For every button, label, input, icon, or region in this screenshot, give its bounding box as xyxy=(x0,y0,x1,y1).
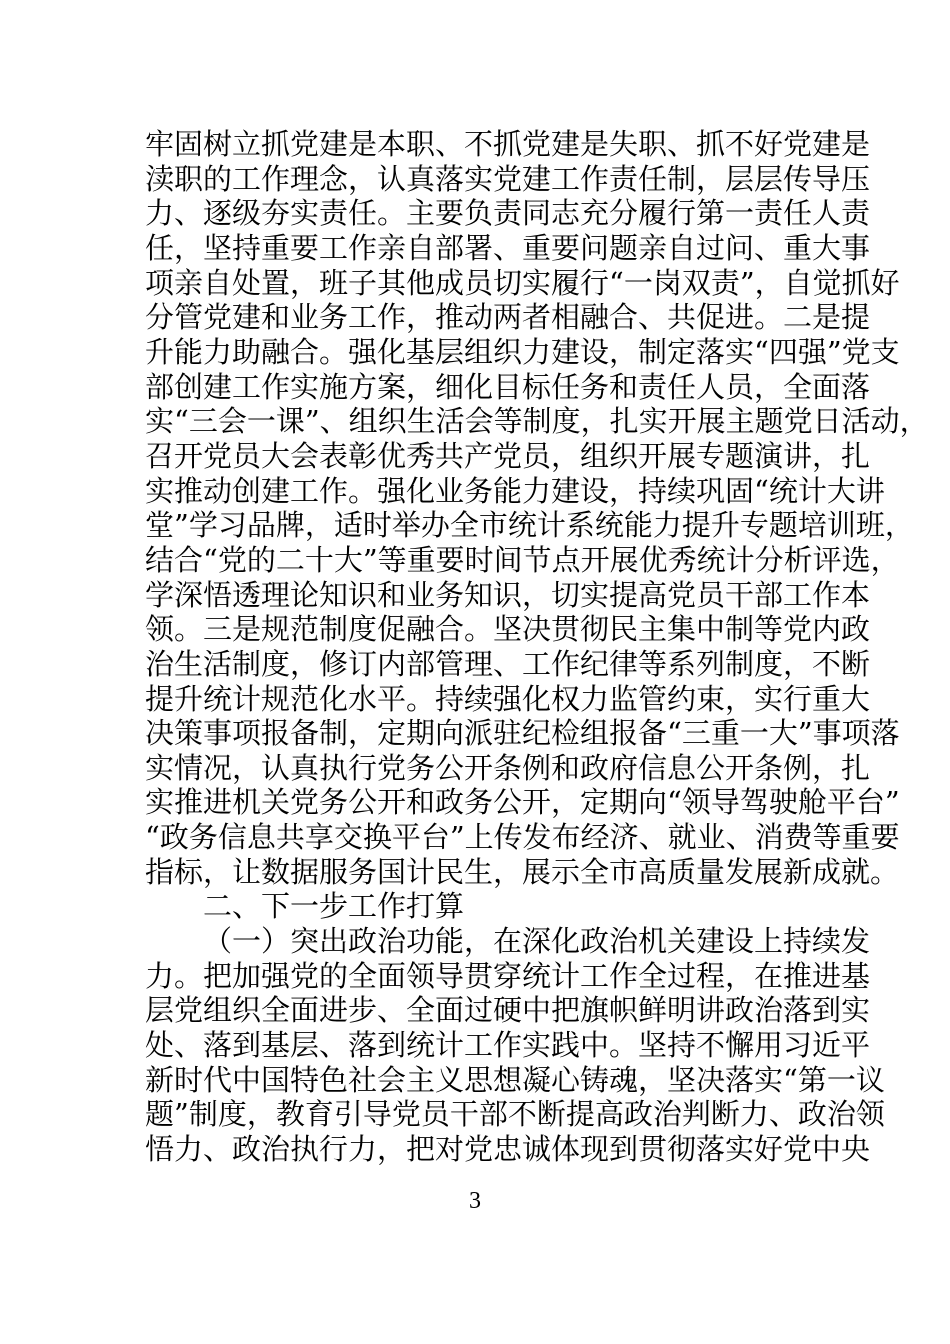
paragraph-line: 实情况，认真执行党务公开条例和政府信息公开条例，扎 xyxy=(145,750,871,785)
paragraph-line: “政务信息共享交换平台”上传发布经济、就业、消费等重要 xyxy=(145,820,900,855)
subsection-line: 力。把加强党的全面领导贯穿统计工作全过程，在推进基 xyxy=(145,958,871,993)
subsection-line: （一）突出政治功能，在深化政治机关建设上持续发 xyxy=(203,924,871,959)
paragraph-line: 任，坚持重要工作亲自部署、重要问题亲自过问、重大事 xyxy=(145,230,871,265)
subsection-line: 题”制度，教育引导党员干部不断提高政治判断力、政治领 xyxy=(145,1097,885,1132)
paragraph-line: 牢固树立抓党建是本职、不抓党建是失职、抓不好党建是 xyxy=(145,127,871,161)
paragraph-line: 召开党员大会表彰优秀共产党员，组织开展专题演讲，扎 xyxy=(145,438,871,473)
paragraph-line: 结合“党的二十大”等重要时间节点开展优秀统计分析评选， xyxy=(145,542,900,577)
subsection-line: 处、落到基层、落到统计工作实践中。坚持不懈用习近平 xyxy=(145,1028,871,1063)
document-body xyxy=(145,127,929,1167)
paragraph-line: 指标，让数据服务国计民生，展示全市高质量发展新成就。 xyxy=(145,854,900,889)
paragraph-line: 实推进机关党务公开和政务公开，定期向“领导驾驶舱平台” xyxy=(145,785,900,820)
paragraph-line: 提升统计规范化水平。持续强化权力监管约束，实行重大 xyxy=(145,681,871,716)
paragraph-line: 升能力助融合。强化基层组织力建设，制定落实“四强”党支 xyxy=(145,334,900,369)
paragraph-line: 分管党建和业务工作，推动两者相融合、共促进。二是提 xyxy=(145,300,871,335)
section-heading: 二、下一步工作打算 xyxy=(203,889,465,924)
paragraph-line: 实推动创建工作。强化业务能力建设，持续巩固“统计大讲 xyxy=(145,473,885,508)
subsection-line: 悟力、政治执行力，把对党忠诚体现到贯彻落实好党中央 xyxy=(145,1132,871,1167)
paragraph-line: 治生活制度，修订内部管理、工作纪律等系列制度，不断 xyxy=(145,646,871,681)
paragraph-line: 领。三是规范制度促融合。坚决贯彻民主集中制等党内政 xyxy=(145,612,871,647)
paragraph-line: 部创建工作实施方案，细化目标任务和责任人员，全面落 xyxy=(145,369,871,404)
paragraph-line: 堂”学习品牌，适时举办全市统计系统能力提升专题培训班， xyxy=(145,508,914,543)
subsection-line: 层党组织全面进步、全面过硬中把旗帜鲜明讲政治落到实 xyxy=(145,993,871,1028)
page-number: 3 xyxy=(469,1188,481,1214)
subsection-line: 新时代中国特色社会主义思想凝心铸魂，坚决落实“第一议 xyxy=(145,1062,885,1097)
paragraph-line: 力、逐级夯实责任。主要负责同志充分履行第一责任人责 xyxy=(145,196,871,231)
paragraph-line: 实“三会一课”、组织生活会等制度，扎实开展主题党日活动， xyxy=(145,404,929,439)
paragraph-line: 决策事项报备制，定期向派驻纪检组报备“三重一大”事项落 xyxy=(145,716,900,751)
paragraph-line: 学深悟透理论知识和业务知识，切实提高党员干部工作本 xyxy=(145,577,871,612)
paragraph-line: 渎职的工作理念，认真落实党建工作责任制，层层传导压 xyxy=(145,161,871,196)
paragraph-line: 项亲自处置，班子其他成员切实履行“一岗双责”，自觉抓好 xyxy=(145,265,900,300)
